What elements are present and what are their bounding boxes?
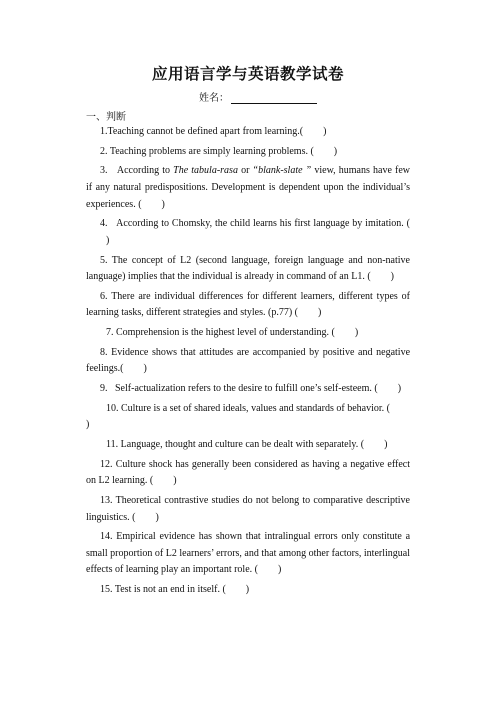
question-item: 11. Language, thought and culture can be dealt with separately. ( ) bbox=[106, 439, 388, 451]
question-item: 14. Empirical evidence has shown that intralingual errors only constitute a small proportion of L2 learners’ errors, and that among other factors, interlingual effects of learning play an important role. ( ) bbox=[86, 531, 411, 576]
question-item: 10. Culture is a set of shared ideals, values and standards of behavior. () bbox=[86, 402, 390, 431]
question-item: 4. According to Chomsky, the child learns his first language by imitation. () bbox=[100, 218, 411, 246]
question-item: 5. The concept of L2 (second language, foreign language and non-native language) implies that the individual is already in command of an L1. ( ) bbox=[86, 254, 410, 283]
question-item: 3. According to The tabula-rasa or “blank-slate ” view, humans have few if any natural predispositions. Development is dependent upon the individual’s experiences. ( ) bbox=[86, 165, 411, 210]
name-field-row bbox=[199, 89, 317, 104]
question-item: 9. Self-actualization refers to the desire to fulfill one’s self-esteem. ( ) bbox=[100, 383, 402, 395]
name-blank-line[interactable] bbox=[231, 92, 317, 104]
question-item: 12. Culture shock has generally been considered as having a negative effect on L2 learning. ( ) bbox=[86, 458, 411, 487]
question-item: 15. Test is not an end in itself. ( ) bbox=[100, 584, 250, 596]
question-item: 6. There are individual differences for different learners, different types of learning tasks, different strategies and styles. (p.77) ( ) bbox=[86, 290, 410, 319]
name-label: 姓名： bbox=[199, 93, 229, 104]
question-item: 8. Evidence shows that attitudes are accompanied by positive and negative feelings.( ) bbox=[86, 346, 411, 375]
question-item: 7. Comprehension is the highest level of understanding. ( ) bbox=[106, 327, 359, 339]
question-item: 2. Teaching problems are simply learning problems. ( ) bbox=[100, 145, 338, 157]
question-item: 13. Theoretical contrastive studies do not belong to comparative descriptive linguistics. ( ) bbox=[86, 495, 410, 523]
section-heading: 一、判断 bbox=[86, 112, 126, 123]
question-list bbox=[86, 124, 410, 602]
exam-title: 应用语言学与英语教学试卷 bbox=[151, 65, 344, 83]
question-item: 1.Teaching cannot be defined apart from learning.( ) bbox=[100, 126, 327, 137]
